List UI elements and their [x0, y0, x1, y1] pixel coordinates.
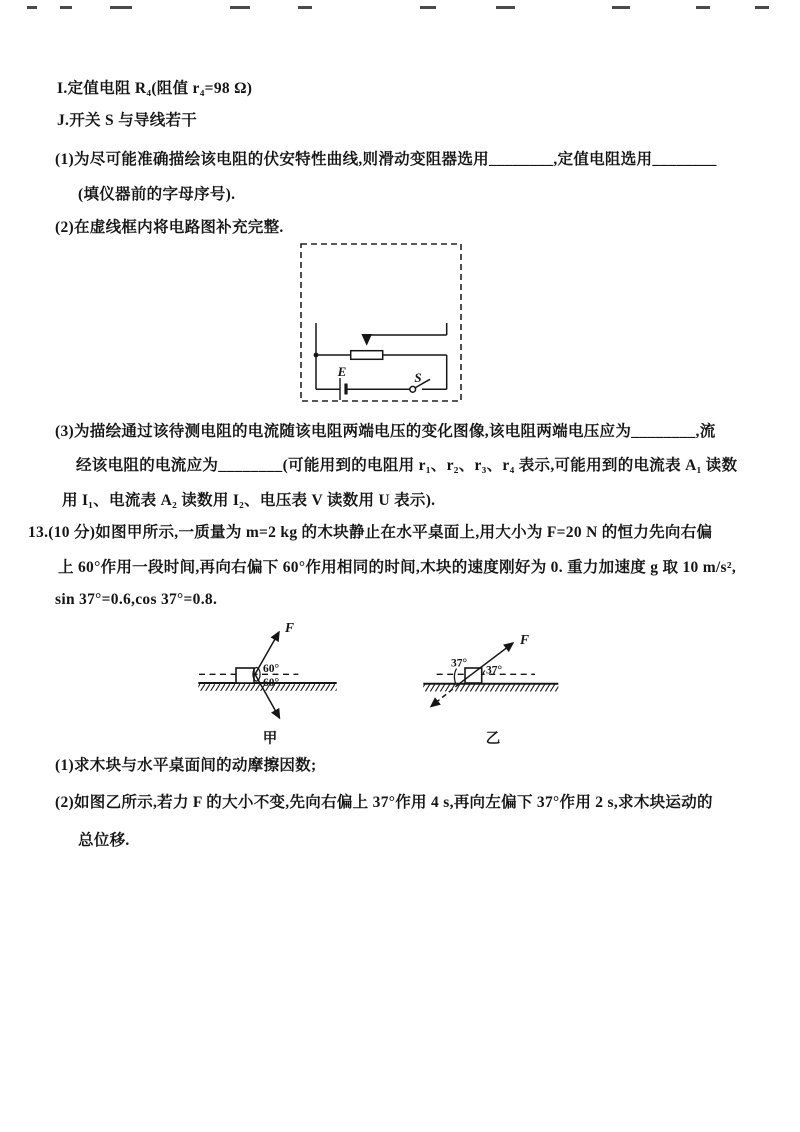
force-label: F — [285, 620, 295, 635]
scan-artifact — [27, 6, 37, 9]
equipment-item-j: J.开关 S 与导线若干 — [57, 112, 198, 129]
switch-label: S — [414, 370, 422, 385]
scan-artifact — [755, 6, 769, 9]
force-label: F — [520, 632, 530, 647]
scan-artifact — [298, 6, 312, 9]
rheostat — [351, 351, 383, 360]
equipment-item-i: I.定值电阻 R₄(阻值 r₄=98 Ω) — [57, 80, 253, 97]
scan-artifact — [696, 6, 710, 9]
dashed-frame — [301, 244, 461, 401]
q12-part2: (2)在虚线框内将电路图补充完整. — [55, 219, 284, 236]
q13-sub1: (1)求木块与水平桌面间的动摩擦因数; — [55, 757, 317, 774]
q13-sub2-line2: 总位移. — [78, 832, 130, 849]
figure-jia — [198, 620, 336, 747]
scan-artifact — [496, 6, 515, 9]
ground-hatch — [423, 685, 558, 692]
q12-part3-line3: 用 I₁、电流表 A₂ 读数用 I₂、电压表 V 读数用 U 表示). — [62, 492, 436, 509]
angle-right-label: 37° — [486, 664, 503, 677]
block — [465, 668, 482, 683]
block — [236, 668, 254, 683]
q13-line2: 上 60°作用一段时间,再向右偏下 60°作用相同的时间,木块的速度刚好为 0. 重力加速度 g 取 10 m/s², — [58, 559, 736, 576]
battery-label: E — [337, 364, 347, 379]
q12-part3-line1: (3)为描绘通过该待测电阻的电流随该电阻两端电压的变化图像,该电阻两端电压应为________,流 — [55, 423, 716, 440]
force-arrow-up-right — [459, 643, 513, 684]
angle-lower-label: 60° — [263, 677, 280, 689]
scan-artifact — [110, 6, 132, 9]
q12-part1: (1)为尽可能准确描绘该电阻的伏安特性曲线,则滑动变阻器选用________,定值电阻选用________ — [55, 151, 717, 168]
q12-part3-line2: 经该电阻的电流应为________(可能用到的电阻用 r₁、r₂、r₃、r₄ 表示,可能用到的电流表 A₁ 读数 — [76, 457, 738, 474]
q13-line3: sin 37°=0.6,cos 37°=0.8. — [55, 591, 218, 608]
switch-pivot — [410, 386, 416, 392]
figure-jia-caption: 甲 — [262, 731, 278, 747]
circuit-diagram — [288, 236, 478, 411]
q13-figures — [180, 612, 580, 752]
junction-dot — [314, 353, 319, 358]
q13-sub2-line1: (2)如图乙所示,若力 F 的大小不变,先向右偏上 37°作用 4 s,再向左偏下 37°作用 2 s,求木块运动的 — [55, 794, 713, 811]
scan-artifact — [230, 6, 250, 9]
scan-artifact — [420, 6, 436, 9]
figure-yi-caption: 乙 — [485, 731, 501, 747]
scan-artifact — [612, 6, 630, 9]
angle-arc — [454, 669, 456, 685]
angle-upper-label: 60° — [263, 663, 280, 675]
angle-left-label: 37° — [451, 657, 468, 670]
q13-line1: 13.(10 分)如图甲所示,一质量为 m=2 kg 的木块静止在水平桌面上,用大小为 F=20 N 的恒力先向右偏 — [28, 524, 713, 541]
figure-yi — [423, 632, 558, 747]
q12-part1-cont: (填仪器前的字母序号). — [78, 186, 236, 203]
scan-artifact — [60, 6, 72, 9]
